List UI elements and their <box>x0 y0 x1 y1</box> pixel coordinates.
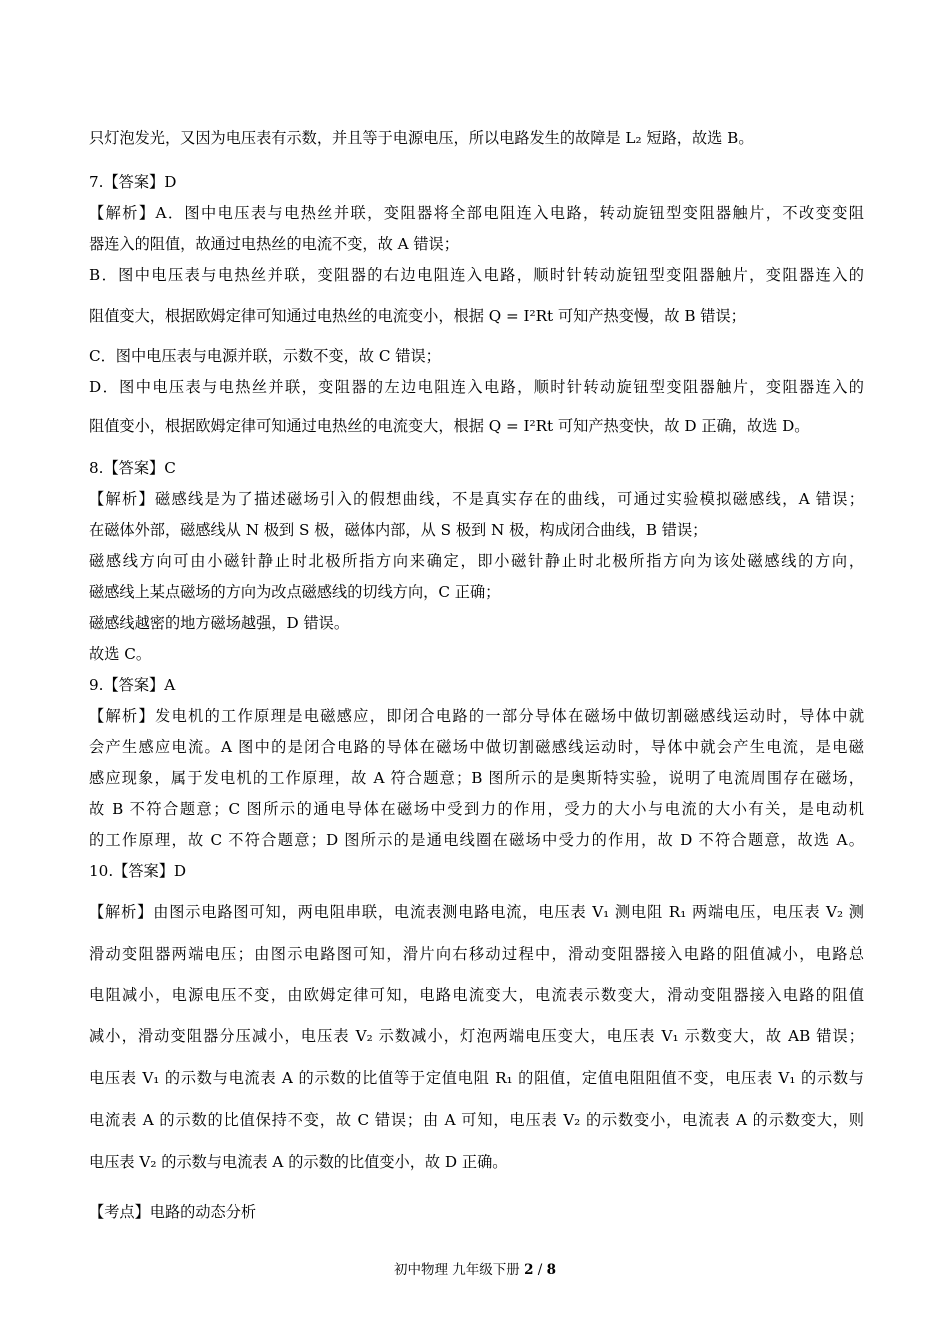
text-line: 故选 C。 <box>89 645 152 663</box>
footer-page-total: 8 <box>546 1262 557 1278</box>
text-line: 故 B 不符合题意；C 图所示的通电导体在磁场中受到力的作用，受力的大小与电流的大小有关，是电动机 <box>89 800 864 818</box>
text-line: 减小，滑动变阻器分压减小，电压表 V₂ 示数减小，灯泡两端电压变大，电压表 V₁ 示数变大，故 AB 错误； <box>89 1027 864 1045</box>
text-line: 磁感线越密的地方磁场越强，D 错误。 <box>89 614 350 632</box>
text-line: 会产生感应电流。A 图中的是闭合电路的导体在磁场中做切割磁感线运动时，导体中就会产生电流，是电磁 <box>89 738 864 756</box>
text-line: 只灯泡发光，又因为电压表有示数，并且等于电源电压，所以电路发生的故障是 L₂ 短路，故选 B。 <box>89 129 754 147</box>
text-line: 阻值变大，根据欧姆定律可知通过电热丝的电流变小，根据 Q = I²Rt 可知产热变慢，故 B 错误； <box>89 307 746 325</box>
answer-heading-10: 10.【答案】D <box>89 862 187 880</box>
text-line: C．图中电压表与电源并联，示数不变，故 C 错误； <box>89 347 441 365</box>
answer-heading-9: 9.【答案】A <box>89 676 176 694</box>
answer-heading-8: 8.【答案】C <box>89 459 176 477</box>
text-line: 【解析】由图示电路图可知，两电阻串联，电流表测电路电流，电压表 V₁ 测电阻 R₁ 两端电压，电压表 V₂ 测 <box>89 903 864 921</box>
text-line: D．图中电压表与电热丝并联，变阻器的左边电阻连入电路，顺时针转动旋钮型变阻器触片，变阻器连入的 <box>89 378 864 396</box>
text-line: 【解析】A．图中电压表与电热丝并联，变阻器将全部电阻连入电路，转动旋钮型变阻器触片，不改变变阻 <box>89 204 864 222</box>
text-line: 电压表 V₁ 的示数与电流表 A 的示数的比值等于定值电阻 R₁ 的阻值，定值电阻阻值不变，电压表 V₁ 的示数与 <box>89 1069 864 1087</box>
text-line: 的工作原理，故 C 不符合题意；D 图所示的是通电线圈在磁场中受力的作用，故 D 不符合题意，故选 A。 <box>89 831 864 849</box>
footer-page-number: 2 <box>524 1262 534 1278</box>
text-line: 感应现象，属于发电机的工作原理，故 A 符合题意；B 图所示的是奥斯特实验，说明了电流周围存在磁场， <box>89 769 864 787</box>
text-line: 【解析】磁感线是为了描述磁场引入的假想曲线，不是真实存在的曲线，可通过实验模拟磁感线，A 错误； <box>89 490 864 508</box>
answer-heading-7: 7.【答案】D <box>89 173 177 191</box>
text-line: 滑动变阻器两端电压；由图示电路图可知，滑片向右移动过程中，滑动变阻器接入电路的阻值减小，电路总 <box>89 945 864 963</box>
text-line: 电阻减小，电源电压不变，由欧姆定律可知，电路电流变大，电流表示数变大，滑动变阻器接入电路的阻值 <box>89 986 864 1004</box>
text-line: 电压表 V₂ 的示数与电流表 A 的示数的比值变小，故 D 正确。 <box>89 1153 508 1171</box>
footer-separator: / <box>537 1262 543 1278</box>
text-line: 磁感线上某点磁场的方向为改点磁感线的切线方向，C 正确； <box>89 583 501 601</box>
knowledge-point: 【考点】电路的动态分析 <box>89 1203 257 1221</box>
text-line: 【解析】发电机的工作原理是电磁感应，即闭合电路的一部分导体在磁场中做切割磁感线运动时，导体中就 <box>89 707 864 725</box>
footer-title: 初中物理 九年级下册 <box>393 1262 520 1278</box>
text-line: 器连入的阻值，故通过电热丝的电流不变，故 A 错误； <box>89 235 459 253</box>
text-line: 在磁体外部，磁感线从 N 极到 S 极，磁体内部，从 S 极到 N 极，构成闭合曲线，B 错误； <box>89 521 708 539</box>
text-line: 磁感线方向可由小磁针静止时北极所指方向来确定，即小磁针静止时北极所指方向为该处磁感线的方向， <box>89 552 864 570</box>
text-line: 阻值变小，根据欧姆定律可知通过电热丝的电流变大，根据 Q = I²Rt 可知产热变快，故 D 正确，故选 D。 <box>89 417 810 435</box>
text-line: 电流表 A 的示数的比值保持不变，故 C 错误；由 A 可知，电压表 V₂ 的示数变小，电流表 A 的示数变大，则 <box>89 1111 864 1129</box>
page-footer <box>0 1258 950 1278</box>
text-line: B．图中电压表与电热丝并联，变阻器的右边电阻连入电路，顺时针转动旋钮型变阻器触片，变阻器连入的 <box>89 266 864 284</box>
